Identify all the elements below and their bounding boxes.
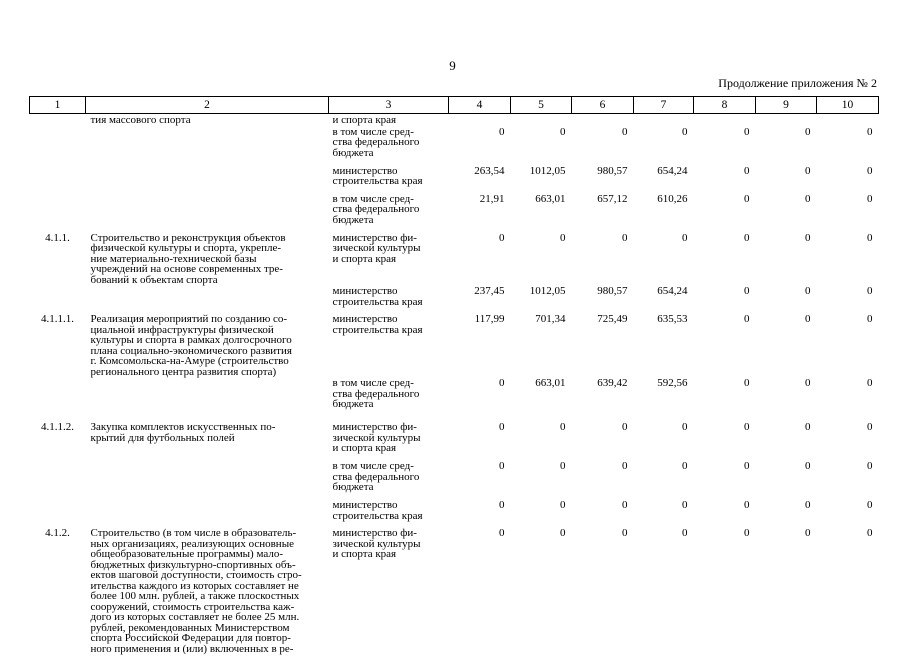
- measure-name-cell: Строительство (в том числе в образователь- ных организациях, реализующих основные общеобразовательные программы) мало- бюджетных физкультурно-спортивных объ- ектов шаговой доступности, стоимость стро- ительства каждого из которых составляет не более 100 млн. рублей, а также плоскостных сооружений, стоимость строительства каж- дого из которых составляет не более 25 млн. рублей, рекомендованных Министерством спорта Российской Федерации для повтор- ного применения и (или) включенных в ре-: [86, 527, 329, 667]
- value-cell: 0: [511, 527, 572, 667]
- item-number-cell: 4.1.2.: [30, 527, 86, 667]
- measure-name-cell: [86, 165, 329, 193]
- column-header: 7: [634, 97, 694, 114]
- item-number-cell: [30, 126, 86, 165]
- value-cell: 0: [817, 527, 879, 667]
- value-cell: [572, 114, 634, 126]
- value-cell: 0: [756, 165, 817, 193]
- value-cell: 0: [694, 460, 756, 499]
- value-cell: 635,53: [634, 313, 694, 377]
- value-cell: [511, 114, 572, 126]
- value-cell: [817, 114, 879, 126]
- column-header: 2: [86, 97, 329, 114]
- executor-cell: министерство строительства края: [329, 165, 449, 193]
- value-cell: 0: [694, 165, 756, 193]
- table-row: [30, 460, 879, 499]
- value-cell: 0: [817, 313, 879, 377]
- item-number-cell: [30, 114, 86, 126]
- measure-name-cell: [86, 193, 329, 232]
- executor-cell: министерство строительства края: [329, 499, 449, 527]
- value-cell: 0: [694, 499, 756, 527]
- value-cell: [694, 114, 756, 126]
- executor-cell: и спорта края: [329, 114, 449, 126]
- value-cell: 0: [634, 460, 694, 499]
- value-cell: 0: [634, 126, 694, 165]
- value-cell: 980,57: [572, 285, 634, 313]
- value-cell: 0: [572, 126, 634, 165]
- item-number-cell: 4.1.1.: [30, 232, 86, 286]
- table-row: [30, 165, 879, 193]
- value-cell: 0: [756, 377, 817, 421]
- table-row: [30, 377, 879, 421]
- value-cell: 0: [817, 126, 879, 165]
- value-cell: 0: [756, 285, 817, 313]
- value-cell: 701,34: [511, 313, 572, 377]
- measure-name-cell: [86, 499, 329, 527]
- column-header: 9: [756, 97, 817, 114]
- value-cell: [449, 114, 511, 126]
- item-number-cell: 4.1.1.1.: [30, 313, 86, 377]
- column-header: 3: [329, 97, 449, 114]
- item-number-cell: [30, 460, 86, 499]
- budget-table: [29, 96, 879, 667]
- value-cell: 592,56: [634, 377, 694, 421]
- value-cell: 0: [449, 232, 511, 286]
- page-number: 9: [0, 58, 905, 74]
- table-row: [30, 527, 879, 667]
- value-cell: 0: [817, 285, 879, 313]
- measure-name-cell: [86, 377, 329, 421]
- table-row: [30, 193, 879, 232]
- value-cell: 0: [511, 232, 572, 286]
- value-cell: 0: [694, 193, 756, 232]
- item-number-cell: [30, 285, 86, 313]
- value-cell: 0: [694, 232, 756, 286]
- executor-cell: в том числе сред- ства федерального бюджета: [329, 377, 449, 421]
- executor-cell: в том числе сред- ства федерального бюджета: [329, 126, 449, 165]
- value-cell: 0: [449, 126, 511, 165]
- executor-cell: в том числе сред- ства федерального бюджета: [329, 193, 449, 232]
- item-number-cell: [30, 499, 86, 527]
- measure-name-cell: Строительство и реконструкция объектов физической культуры и спорта, укрепле- ние материально-технической базы учреждений на основе современных тре- бований к объектам спорта: [86, 232, 329, 286]
- value-cell: 117,99: [449, 313, 511, 377]
- value-cell: 0: [756, 460, 817, 499]
- value-cell: 1012,05: [511, 165, 572, 193]
- column-header: 4: [449, 97, 511, 114]
- value-cell: 0: [511, 460, 572, 499]
- measure-name-cell: [86, 460, 329, 499]
- value-cell: 0: [694, 377, 756, 421]
- executor-cell: министерство фи- зической культуры и спорта края: [329, 527, 449, 667]
- table-row: [30, 421, 879, 460]
- value-cell: 0: [449, 421, 511, 460]
- value-cell: 1012,05: [511, 285, 572, 313]
- value-cell: 654,24: [634, 285, 694, 313]
- value-cell: 21,91: [449, 193, 511, 232]
- measure-name-cell: Реализация мероприятий по созданию со- циальной инфраструктуры физической культуры и спорта в рамках долгосрочного плана социально-экономического развития г. Комсомольска-на-Амуре (строительство регионального центра развития спорта): [86, 313, 329, 377]
- value-cell: 663,01: [511, 193, 572, 232]
- value-cell: 237,45: [449, 285, 511, 313]
- value-cell: 0: [756, 193, 817, 232]
- value-cell: [634, 114, 694, 126]
- value-cell: 0: [511, 126, 572, 165]
- item-number-cell: [30, 193, 86, 232]
- value-cell: 0: [634, 232, 694, 286]
- value-cell: 0: [756, 499, 817, 527]
- value-cell: 263,54: [449, 165, 511, 193]
- value-cell: 0: [817, 421, 879, 460]
- executor-cell: в том числе сред- ства федерального бюджета: [329, 460, 449, 499]
- value-cell: 610,26: [634, 193, 694, 232]
- value-cell: 0: [572, 460, 634, 499]
- item-number-cell: [30, 165, 86, 193]
- value-cell: 0: [511, 421, 572, 460]
- table-row: [30, 313, 879, 377]
- value-cell: 0: [572, 232, 634, 286]
- value-cell: 0: [449, 527, 511, 667]
- value-cell: 0: [634, 421, 694, 460]
- value-cell: [756, 114, 817, 126]
- table-row: [30, 126, 879, 165]
- value-cell: 663,01: [511, 377, 572, 421]
- measure-name-cell: [86, 126, 329, 165]
- value-cell: 0: [817, 377, 879, 421]
- value-cell: 0: [634, 527, 694, 667]
- value-cell: 980,57: [572, 165, 634, 193]
- table-row: [30, 285, 879, 313]
- executor-cell: министерство фи- зической культуры и спорта края: [329, 232, 449, 286]
- table-row: [30, 114, 879, 126]
- value-cell: 657,12: [572, 193, 634, 232]
- executor-cell: министерство фи- зической культуры и спорта края: [329, 421, 449, 460]
- measure-name-cell: тия массового спорта: [86, 114, 329, 126]
- value-cell: 0: [817, 165, 879, 193]
- value-cell: 0: [694, 421, 756, 460]
- value-cell: 0: [756, 126, 817, 165]
- value-cell: 0: [756, 527, 817, 667]
- value-cell: 0: [449, 460, 511, 499]
- value-cell: 0: [756, 313, 817, 377]
- measure-name-cell: Закупка комплектов искусственных по- крытий для футбольных полей: [86, 421, 329, 460]
- value-cell: 654,24: [634, 165, 694, 193]
- column-header: 10: [817, 97, 879, 114]
- item-number-cell: [30, 377, 86, 421]
- value-cell: 0: [756, 232, 817, 286]
- column-header: 6: [572, 97, 634, 114]
- column-header: 5: [511, 97, 572, 114]
- value-cell: 0: [817, 460, 879, 499]
- column-header: 8: [694, 97, 756, 114]
- value-cell: 0: [449, 377, 511, 421]
- appendix-continuation-label: Продолжение приложения № 2: [718, 76, 877, 91]
- table-body: [30, 114, 879, 667]
- value-cell: 0: [694, 126, 756, 165]
- value-cell: 0: [817, 232, 879, 286]
- value-cell: 0: [572, 527, 634, 667]
- value-cell: 725,49: [572, 313, 634, 377]
- value-cell: 0: [572, 499, 634, 527]
- column-header: 1: [30, 97, 86, 114]
- executor-cell: министерство строительства края: [329, 313, 449, 377]
- value-cell: 0: [694, 285, 756, 313]
- measure-name-cell: [86, 285, 329, 313]
- value-cell: 0: [756, 421, 817, 460]
- table-row: [30, 232, 879, 286]
- item-number-cell: 4.1.1.2.: [30, 421, 86, 460]
- value-cell: 0: [449, 499, 511, 527]
- value-cell: 0: [817, 193, 879, 232]
- value-cell: 639,42: [572, 377, 634, 421]
- value-cell: 0: [634, 499, 694, 527]
- value-cell: 0: [511, 499, 572, 527]
- value-cell: 0: [817, 499, 879, 527]
- value-cell: 0: [572, 421, 634, 460]
- value-cell: 0: [694, 313, 756, 377]
- executor-cell: министерство строительства края: [329, 285, 449, 313]
- table-row: [30, 499, 879, 527]
- value-cell: 0: [694, 527, 756, 667]
- table-header-row: [30, 97, 879, 114]
